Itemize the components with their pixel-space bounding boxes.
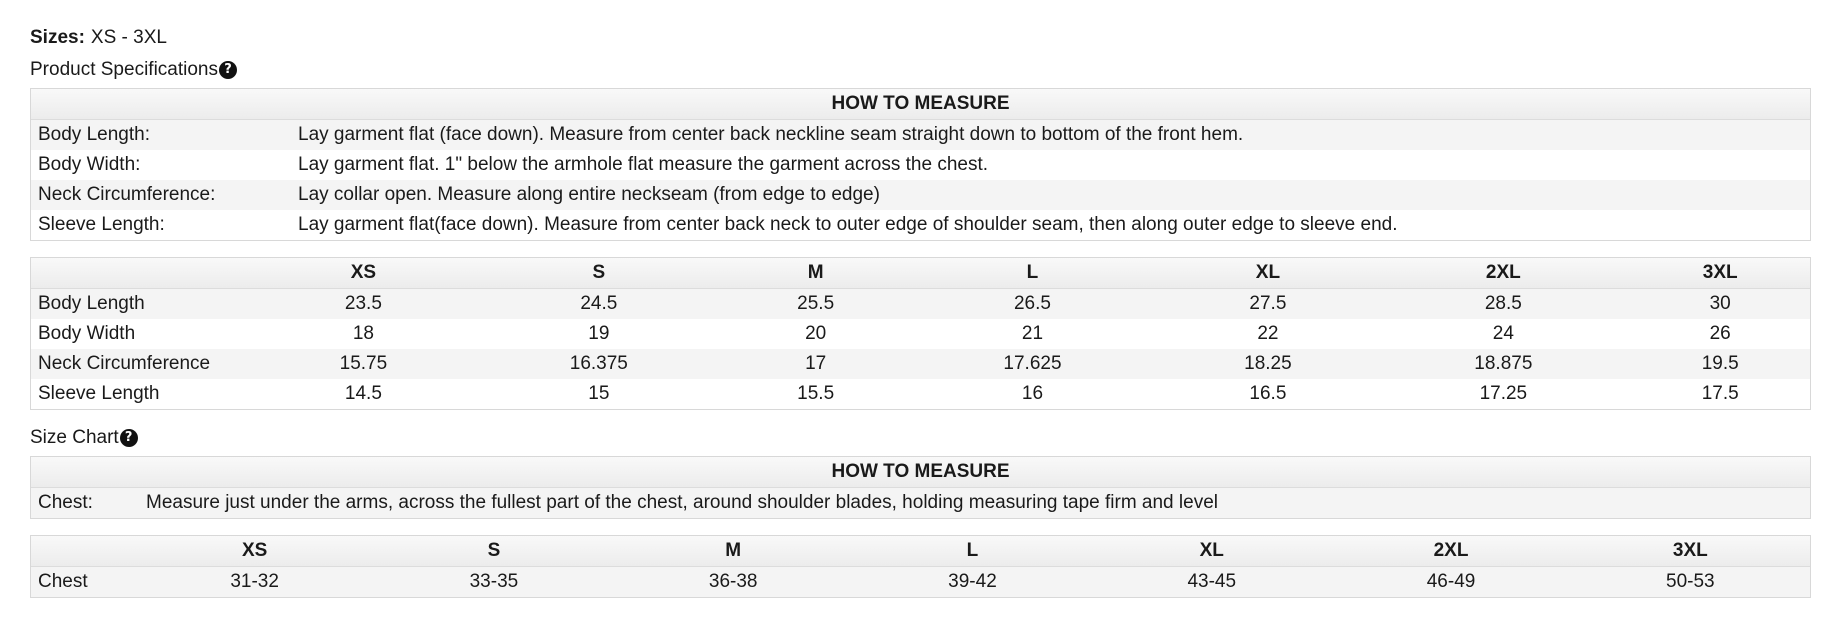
size-value-cell: 26 — [1630, 319, 1810, 349]
table-header-row — [31, 89, 1810, 120]
product-specifications-title — [30, 58, 1808, 82]
size-value-cell: 43-45 — [1092, 567, 1331, 597]
size-value-cell: 16 — [905, 379, 1159, 409]
size-value-cell: 21 — [905, 319, 1159, 349]
size-column-header: 2XL — [1331, 536, 1570, 567]
row-label: Sleeve Length — [31, 379, 255, 409]
help-icon[interactable]: ? — [120, 429, 138, 447]
table-header-row — [31, 258, 1810, 289]
size-value-cell: 27.5 — [1160, 289, 1377, 319]
table-row — [31, 210, 1810, 240]
row-label-header — [31, 258, 255, 289]
size-value-cell: 19.5 — [1630, 349, 1810, 379]
size-value-cell: 18.25 — [1160, 349, 1377, 379]
row-label-header — [31, 536, 135, 567]
table-row — [31, 150, 1810, 180]
table-header-row — [31, 536, 1810, 567]
measure-label: Sleeve Length: — [31, 210, 291, 240]
table-row — [31, 120, 1810, 150]
help-icon[interactable]: ? — [219, 61, 237, 79]
measure-instruction: Lay collar open. Measure along entire neckseam (from edge to edge) — [291, 180, 1810, 210]
measure-label: Body Length: — [31, 120, 291, 150]
size-value-cell: 24 — [1376, 319, 1630, 349]
size-value-cell: 20 — [726, 319, 906, 349]
sizes-line — [30, 26, 1808, 50]
size-chart-label: Size Chart — [30, 427, 119, 448]
size-value-cell: 14.5 — [255, 379, 472, 409]
chart-size-table — [30, 535, 1811, 598]
size-column-header: XL — [1160, 258, 1377, 289]
spec-how-to-measure-table — [30, 88, 1811, 241]
size-column-header: XS — [135, 536, 374, 567]
size-value-cell: 50-53 — [1571, 567, 1810, 597]
size-value-cell: 22 — [1160, 319, 1377, 349]
table-row — [31, 289, 1810, 319]
measure-instruction: Lay garment flat. 1" below the armhole flat measure the garment across the chest. — [291, 150, 1810, 180]
size-value-cell: 36-38 — [614, 567, 853, 597]
product-specifications-label: Product Specifications — [30, 59, 218, 80]
size-column-header: 2XL — [1376, 258, 1630, 289]
size-chart-title — [30, 426, 1808, 450]
table-row — [31, 180, 1810, 210]
size-value-cell: 28.5 — [1376, 289, 1630, 319]
size-value-cell: 16.5 — [1160, 379, 1377, 409]
table-row — [31, 488, 1810, 518]
size-column-header: XS — [255, 258, 472, 289]
size-column-header: XL — [1092, 536, 1331, 567]
size-column-header: 3XL — [1630, 258, 1810, 289]
size-column-header: 3XL — [1571, 536, 1810, 567]
measure-label: Body Width: — [31, 150, 291, 180]
size-column-header: L — [853, 536, 1092, 567]
spec-size-table — [30, 257, 1811, 410]
size-value-cell: 17.625 — [905, 349, 1159, 379]
measure-label: Neck Circumference: — [31, 180, 291, 210]
size-value-cell: 26.5 — [905, 289, 1159, 319]
table-row — [31, 319, 1810, 349]
size-value-cell: 15.5 — [726, 379, 906, 409]
measure-instruction: Lay garment flat(face down). Measure from center back neck to outer edge of shoulder seam, then along outer edge to sleeve end. — [291, 210, 1810, 240]
size-value-cell: 15.75 — [255, 349, 472, 379]
size-value-cell: 16.375 — [472, 349, 726, 379]
size-column-header: S — [472, 258, 726, 289]
size-value-cell: 31-32 — [135, 567, 374, 597]
row-label: Chest — [31, 567, 135, 597]
measure-instruction: Measure just under the arms, across the fullest part of the chest, around shoulder blades, holding measuring tape firm and level — [139, 488, 1810, 518]
size-value-cell: 23.5 — [255, 289, 472, 319]
table-row — [31, 349, 1810, 379]
size-value-cell: 17.5 — [1630, 379, 1810, 409]
size-value-cell: 18.875 — [1376, 349, 1630, 379]
size-value-cell: 15 — [472, 379, 726, 409]
how-to-measure-header: HOW TO MEASURE — [31, 89, 1810, 120]
row-label: Body Width — [31, 319, 255, 349]
sizes-label: Sizes: — [30, 27, 85, 48]
size-value-cell: 30 — [1630, 289, 1810, 319]
size-column-header: S — [374, 536, 613, 567]
size-column-header: L — [905, 258, 1159, 289]
measure-instruction: Lay garment flat (face down). Measure from center back neckline seam straight down to bottom of the front hem. — [291, 120, 1810, 150]
size-value-cell: 19 — [472, 319, 726, 349]
table-row — [31, 379, 1810, 409]
table-header-row — [31, 457, 1810, 488]
size-value-cell: 39-42 — [853, 567, 1092, 597]
size-value-cell: 25.5 — [726, 289, 906, 319]
size-column-header: M — [726, 258, 906, 289]
size-value-cell: 24.5 — [472, 289, 726, 319]
how-to-measure-header: HOW TO MEASURE — [31, 457, 1810, 488]
size-value-cell: 33-35 — [374, 567, 613, 597]
size-value-cell: 46-49 — [1331, 567, 1570, 597]
row-label: Body Length — [31, 289, 255, 319]
table-row — [31, 567, 1810, 597]
size-value-cell: 17.25 — [1376, 379, 1630, 409]
row-label: Neck Circumference — [31, 349, 255, 379]
measure-label: Chest: — [31, 488, 139, 518]
sizes-value: XS - 3XL — [90, 27, 167, 48]
size-value-cell: 18 — [255, 319, 472, 349]
chart-how-to-measure-table — [30, 456, 1811, 519]
size-column-header: M — [614, 536, 853, 567]
size-value-cell: 17 — [726, 349, 906, 379]
